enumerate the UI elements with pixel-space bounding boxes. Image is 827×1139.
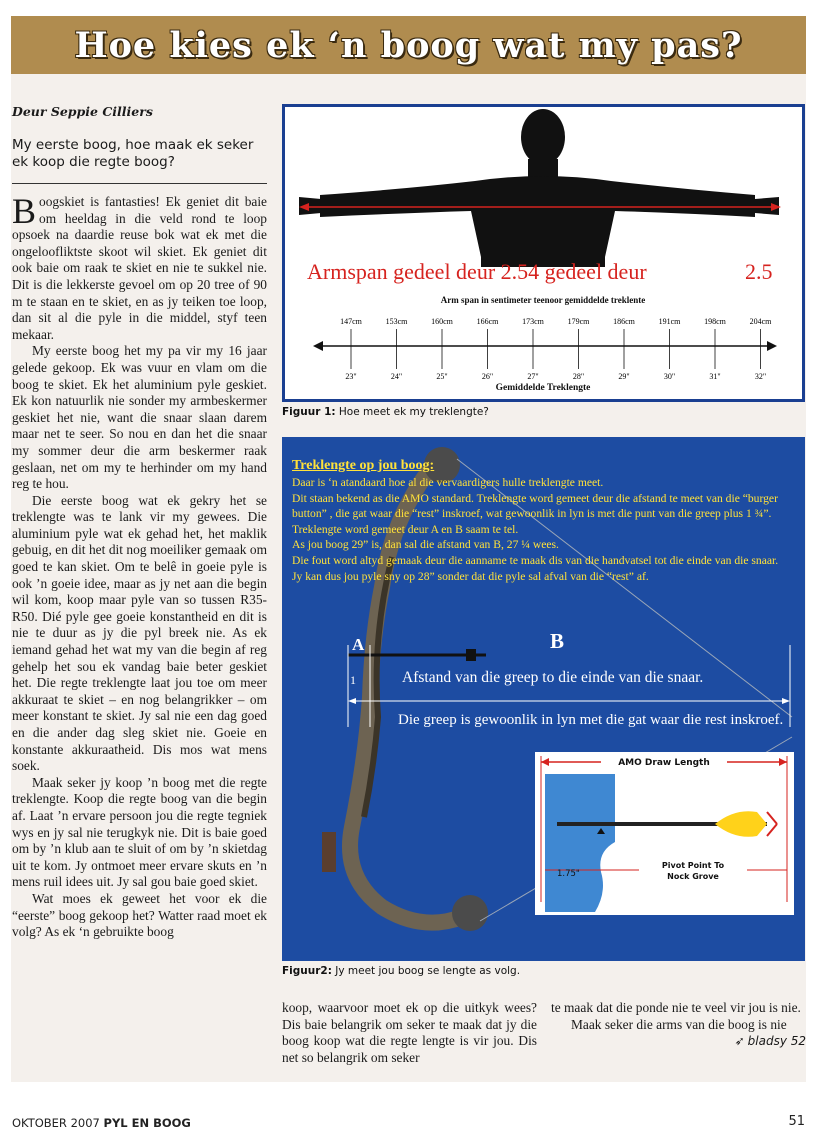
- amo-dimension-label: 1.75": [557, 869, 580, 879]
- column-3-text-b: Maak seker die arms van die boog is nie: [571, 1016, 787, 1032]
- cm-label: 147cm: [340, 317, 362, 326]
- cm-label: 198cm: [704, 317, 726, 326]
- inch-label: 23": [345, 372, 357, 381]
- explanation-line-3: Treklengte word gemeet deur A en B saam te tel.: [292, 522, 519, 536]
- formula-text: Armspan gedeel deur 2.54 gedeel deur: [307, 259, 647, 284]
- inch-label: 24": [390, 372, 403, 381]
- figure-1-caption-text: Hoe meet ek my treklengte?: [335, 406, 489, 418]
- amo-riser-shape: [545, 774, 615, 912]
- cm-label: 160cm: [431, 317, 453, 326]
- figure-2-caption-label: Figuur2:: [282, 965, 332, 977]
- formula-divisor: 2.5: [745, 259, 773, 284]
- silhouette-figure: [299, 109, 779, 267]
- cm-label: 173cm: [522, 317, 544, 326]
- cm-labels: [340, 317, 772, 326]
- explanation-line-4: As jou boog 29” is, dan sal die afstand van B, 27 ¼ wees.: [292, 538, 559, 552]
- amo-title: AMO Draw Length: [618, 758, 710, 768]
- amo-diagram: [535, 752, 794, 915]
- label-b: B: [550, 629, 565, 653]
- inch-label: 28": [572, 372, 585, 381]
- inch-label: 30": [663, 372, 676, 381]
- cm-label: 204cm: [749, 317, 772, 326]
- figure-2-explanation: [292, 457, 797, 584]
- inch-labels: [345, 372, 766, 381]
- bow-grip: [322, 832, 336, 872]
- amo-arrow-right: [779, 758, 787, 766]
- column-2-text: koop, waarvoor moet ek op die uitkyk wees? Dis baie belangrik om seker te maak dat jy die boog koop wat die regte lengte is vir jou. Dis net so belangrik om seker: [282, 1000, 537, 1065]
- page-number: 51: [788, 1114, 805, 1129]
- arrow-b-right: [782, 698, 790, 704]
- amo-pivot-label-1: Pivot Point To: [661, 861, 725, 870]
- tick-marks: [351, 329, 761, 369]
- inch-label: 27": [527, 372, 539, 381]
- scale-title: Arm span in sentimeter teenoor gemiddelde treklente: [440, 295, 646, 305]
- figure-2-heading: Treklengte op jou boog:: [292, 458, 435, 473]
- figure-2: [282, 437, 805, 961]
- distance-text: Afstand van die greep to die einde van die snaar.: [402, 669, 704, 686]
- explanation-line-6: Jy kan dus jou pyle sny op 28” sonder dat die pyle sal afval van die “rest” af.: [292, 569, 649, 583]
- author-byline: Deur Seppie Cilliers: [12, 104, 153, 119]
- scale-arrow-left: [313, 341, 323, 351]
- figure-1-caption: [282, 406, 489, 418]
- title-banner: [11, 16, 806, 74]
- explanation-line-2: Dit staan bekend as die AMO standard. Treklengte word gemeet deur die afstand te meet van die “burger button” , die gat waar die “rest” inskroef, wat gewoonlik in lyn is met die punt van die greep plus 1 ¾”.: [292, 491, 778, 521]
- figure-2-caption-text: Jy meet jou boog se lengte as volg.: [331, 965, 521, 977]
- continued-link[interactable]: bladsy 52: [747, 1034, 806, 1049]
- figure-1-caption-label: Figuur 1:: [282, 406, 336, 418]
- footer-month: OKTOBER 2007: [12, 1116, 104, 1130]
- amo-fletching: [715, 811, 767, 837]
- column-3-text-a: te maak dat die ponde nie te veel vir jou is nie.: [551, 1000, 801, 1015]
- lead-question: My eerste boog, hoe maak ek seker ek koop die regte boog?: [12, 137, 267, 184]
- amo-nock-bottom: [767, 824, 777, 836]
- inch-label: 31": [709, 372, 721, 381]
- cm-label: 186cm: [613, 317, 635, 326]
- inch-label: 25": [436, 372, 448, 381]
- cm-label: 179cm: [567, 317, 590, 326]
- paragraph-2: My eerste boog het my pa vir my 16 jaar gelede gekoop. Ek was vuur en vlam om die boog te skiet. Ek het aluminium pyle geskiet. Ek kon natuurlik nie sonder my armbeskermer geskiet het nie, want die snaar slaan darem maar net te seer. So nou en dan het die snaar my sommer deur die arm beskermer raak geslaan, net om my te herhinder om my hand reg te hou.: [12, 343, 267, 492]
- amo-draw-length-diagram: [535, 752, 794, 915]
- arrow-pointer-icon: ➶: [734, 1034, 748, 1049]
- footer-magazine: PYL EN BOOG: [103, 1116, 191, 1130]
- rest-mount: [466, 649, 476, 661]
- paragraph-5: Wat moes ek geweet het voor ek die “eerste” boog gekoop het? Watter raad moet ek volg? As ek ‘n gebruikte boog: [12, 890, 267, 940]
- footer-issue: [12, 1116, 191, 1130]
- paragraph-1: [12, 191, 267, 343]
- grip-text: Die greep is gewoonlik in lyn met die gat waar die rest inskroef.: [398, 712, 784, 728]
- arrow-b-left: [348, 698, 356, 704]
- cm-label: 153cm: [385, 317, 408, 326]
- continued-line: [551, 1033, 806, 1050]
- inch-label: 26": [481, 372, 494, 381]
- figure-2-caption: [282, 965, 520, 977]
- scale-arrow-right: [767, 341, 777, 351]
- page-title: Hoe kies ek ‘n boog wat my pas?: [74, 24, 743, 66]
- left-column: [12, 104, 267, 941]
- amo-nock-top: [767, 812, 777, 824]
- explanation-line-5: Die fout word altyd gemaak deur die aanname te maak dis van die handvatsel tot die einde van die snaar.: [292, 553, 779, 567]
- label-a: A: [352, 635, 365, 654]
- bottom-cam: [452, 895, 488, 931]
- column-3: [551, 1000, 806, 1050]
- drop-cap: B: [12, 191, 37, 231]
- explanation-line-1: Daar is ‘n atandaard hoe al die vervaardigers hulle treklengte meet.: [292, 476, 604, 489]
- label-1: 1: [350, 673, 356, 687]
- scale-footer: Gemiddelde Treklengte: [495, 383, 591, 393]
- inch-label: 32": [754, 372, 767, 381]
- column-2: [282, 1000, 537, 1066]
- inch-label: 29": [618, 372, 630, 381]
- cm-label: 166cm: [476, 317, 499, 326]
- armspan-illustration: [285, 107, 802, 399]
- amo-arrow-left: [541, 758, 549, 766]
- paragraph-1-text: oogskiet is fantasties! Ek geniet dit baie om heeldag in die veld rond te loop opsoek na daardie reuse bok wat ek met die ongeloofliktste skoot wil skiet. Ek geniet dit ook baie om raak te skiet en nie te sukkel nie. Dit is die lekkerste gevoel om op 20 tree of 90 m te staan en te skiet, en as jy teiken toe loop, dan sit al die pyle in die middel, styf teen mekaar.: [12, 194, 267, 342]
- amo-pivot-label-2: Nock Grove: [667, 872, 719, 881]
- cm-label: 191cm: [658, 317, 681, 326]
- article-body: [12, 191, 267, 941]
- paragraph-3: Die eerste boog wat ek gekry het se treklengte was te lank vir my gewees. Die aluminium pyle wat ek gehad het, het maklik gebuig, en dit het dit nog moeiliker gemaak om goed te kan skiet. Om te belê in goeie pyle is ook ’n goeie idee, maar as jy net aan die begin wil kom, koop maar pyle van so tussen R35-R50. Dié pyle gee goeie konstantheid en dit is nie te duur as jy die pyl breek nie. As ek iemand gehad het wat my van die begin af reg gehelp het sou ek vandag baie beter geskiet het. Die regte treklengte laat jou toe om meer akkuraat te skiet – en nog belangrikker – om meer konstant te skiet. Jy sal nie een dag goed en die ander dag sleg skiet nie. Goeie en konstante akkuraatheid. Dis mos wat mens soek.: [12, 492, 267, 774]
- paragraph-4: Maak seker jy koop ’n boog met die regte treklengte. Koop die regte boog van die begin af. Laat ’n ervare persoon jou die regte tegniek wys en jy sal nie terugkyk nie. Dit is baie goed om by ’n klub aan te sluit of om by ’n skietdag uit te kom. Jy ontmoet meer ervare skuts en ’n mens ruil idees uit. Jy sal gou baie goed skiet.: [12, 774, 267, 890]
- figure-1: [282, 104, 805, 402]
